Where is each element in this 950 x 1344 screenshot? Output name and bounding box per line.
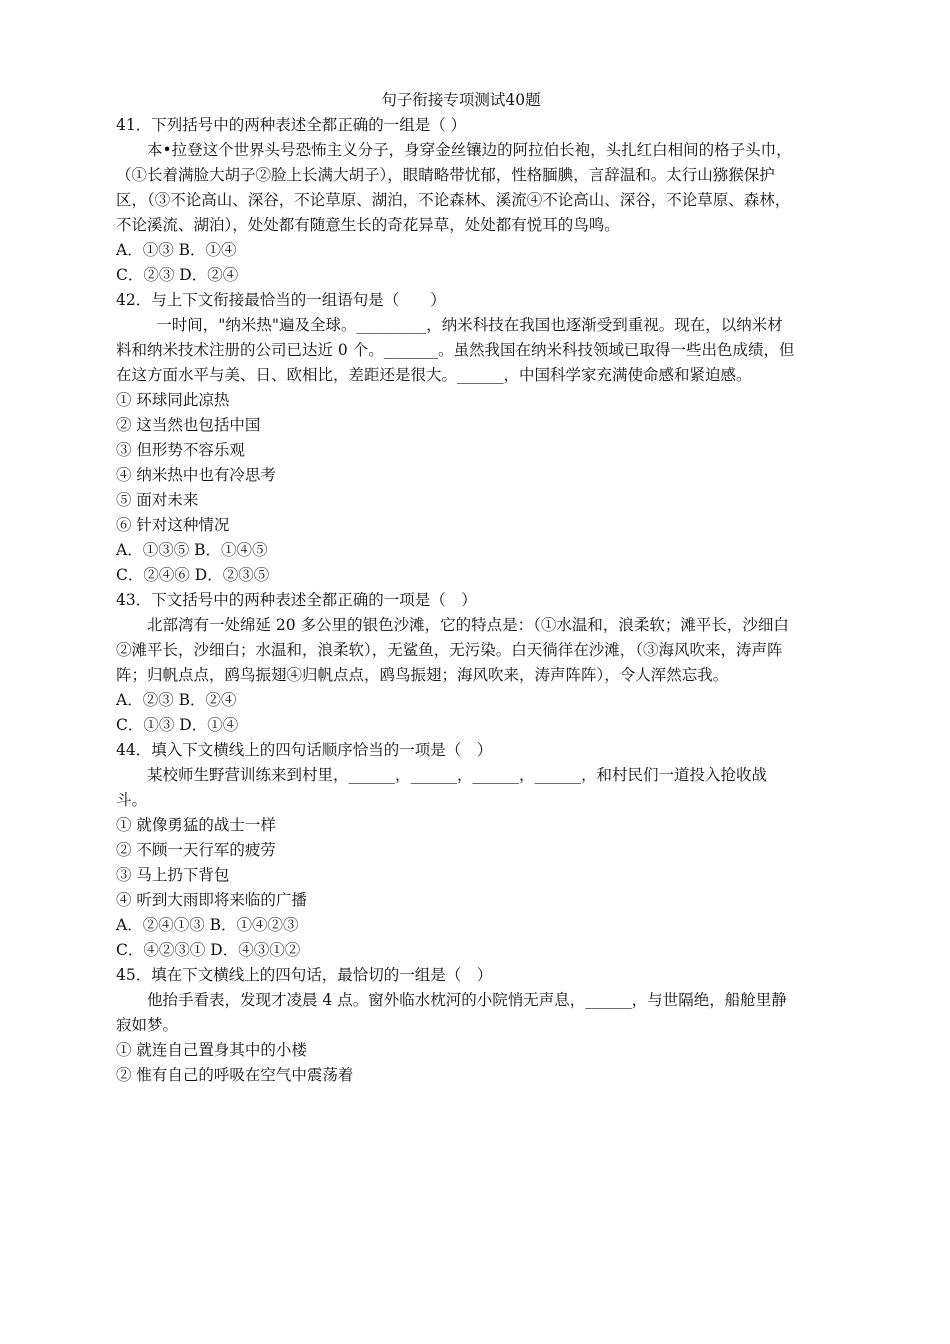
sentence-option: ① 就像勇猛的战士一样	[116, 816, 276, 834]
question-41	[116, 113, 796, 288]
sentence-option: ② 这当然也包括中国	[116, 416, 261, 434]
question-passage: 某校师生野营训练来到村里，______，______，______，______，和村民们一道投入抢收战斗。	[116, 766, 768, 809]
question-passage: 他抬手看表，发现才凌晨 4 点。窗外临水枕河的小院悄无声息，______，与世隔绝，船舱里静寂如梦。	[116, 991, 787, 1034]
question-passage: 本•拉登这个世界头号恐怖主义分子，身穿金丝镶边的阿拉伯长袍，头扎红白相间的格子头巾，（①长着满脸大胡子②脸上长满大胡子），眼睛略带忧郁，性格腼腆，言辞温和。太行山猕猴保护区，（③不论高山、深谷，不论草原、湖泊，不论森林、溪流④不论高山、深谷，不论草原、森林，不论溪流、湖泊），处处都有随意生长的奇花异草，处处都有悦耳的鸟鸣。	[116, 141, 792, 234]
question-43	[116, 588, 796, 738]
question-stem: 43．下文括号中的两种表述全都正确的一项是（ ）	[116, 591, 477, 609]
answer-choices-line: C．④②③① D．④③①②	[116, 941, 301, 959]
question-passage: 北部湾有一处绵延 20 多公里的银色沙滩，它的特点是：（①水温和，浪柔软；滩平长，沙细白②滩平长，沙细白；水温和，浪柔软），无鲨鱼，无污染。白天徜徉在沙滩，（③海风吹来，涛声阵阵；归帆点点，鸥鸟振翅④归帆点点，鸥鸟振翅；海风吹来，涛声阵阵），令人浑然忘我。	[116, 616, 789, 684]
question-stem: 44．填入下文横线上的四句话顺序恰当的一项是（ ）	[116, 741, 493, 759]
sentence-option: ③ 但形势不容乐观	[116, 441, 245, 459]
sentence-option: ① 环球同此凉热	[116, 391, 230, 409]
answer-choices-line: A．②③ B．②④	[116, 691, 237, 709]
document-page	[116, 88, 796, 1088]
question-stem: 42．与上下文衔接最恰当的一组语句是（ ）	[116, 291, 446, 309]
answer-choices-line: C．②④⑥ D．②③⑤	[116, 566, 270, 584]
answer-choices-line: A．①③ B．①④	[116, 241, 237, 259]
sentence-option: ⑤ 面对未来	[116, 491, 199, 509]
answer-choices-line: C．②③ D．②④	[116, 266, 239, 284]
question-42	[116, 288, 796, 588]
question-45	[116, 963, 796, 1088]
sentence-option: ② 惟有自己的呼吸在空气中震荡着	[116, 1066, 354, 1084]
answer-choices-line: C．①③ D．①④	[116, 716, 239, 734]
answer-choices-line: A．②④①③ B．①④②③	[116, 916, 299, 934]
sentence-option: ② 不顾一天行军的疲劳	[116, 841, 276, 859]
question-44	[116, 738, 796, 963]
question-passage: 一时间，"纳米热"遍及全球。_________，纳米科技在我国也逐渐受到重视。现在，以纳米材料和纳米技术注册的公司已达近 0 个。_______。虽然我国在纳米科技领域已取得一些出色成绩，但在这方面水平与美、日、欧相比，差距还是很大。______，中国科学家充满使命感和紧迫感。	[116, 316, 795, 384]
sentence-option: ④ 听到大雨即将来临的广播	[116, 891, 307, 909]
sentence-option: ① 就连自己置身其中的小楼	[116, 1041, 307, 1059]
sentence-option: ④ 纳米热中也有冷思考	[116, 466, 276, 484]
sentence-option: ⑥ 针对这种情况	[116, 516, 230, 534]
answer-choices-line: A．①③⑤ B．①④⑤	[116, 541, 268, 559]
question-stem: 41．下列括号中的两种表述全都正确的一组是（ ）	[116, 116, 467, 134]
page-title: 句子衔接专项测试40题	[381, 91, 541, 109]
sentence-option: ③ 马上扔下背包	[116, 866, 230, 884]
question-stem: 45．填在下文横线上的四句话，最恰切的一组是（ ）	[116, 966, 493, 984]
